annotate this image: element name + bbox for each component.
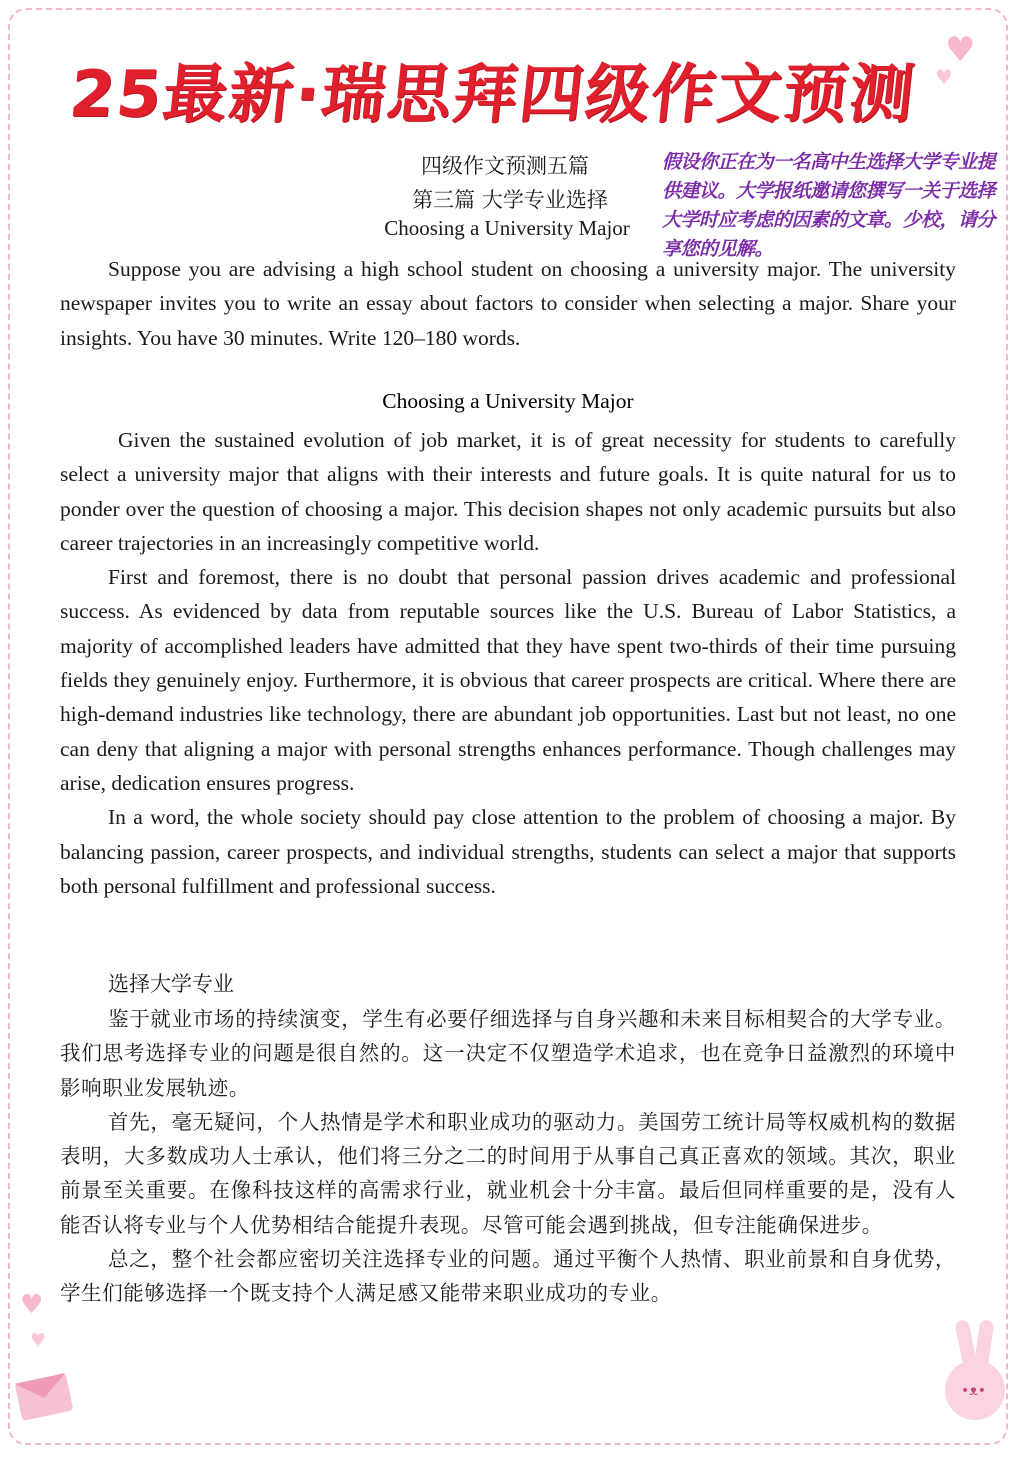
essay-paragraph-1: Given the sustained evolution of job market, it is of great necessity for students to carefully select a university major that aligns with their interests and future goals. It is quite natural for us to ponder over the question of choosing a major. This decision shapes not only academic pursuits but also career trajectories in an increasingly competitive world. [60, 428, 956, 555]
heart-icon: ♥ [20, 1290, 44, 1320]
translation-paragraph-2: 首先，毫无疑问，个人热情是学术和职业成功的驱动力。美国劳工统计局等权威机构的数据表明，大多数成功人士承认，他们将三分之二的时间用于从事自己真正喜欢的领域。其次，职业前景至关重要。在像科技这样的高需求行业，就业机会十分丰富。最后但同样重要的是，没有人能否认将专业与个人优势相结合能提升表现。尽管可能会遇到挑战，但专注能确保进步。 [60, 1109, 956, 1237]
header-line-3: Choosing a University Major [384, 216, 630, 240]
header-line-2: 第三篇 大学专业选择 [412, 188, 608, 212]
bunny-face: •ᴥ• [961, 1383, 987, 1399]
essay-body [60, 423, 956, 903]
essay-title: Choosing a University Major [382, 389, 634, 413]
translation-body [60, 1002, 956, 1311]
bunny-icon [945, 1360, 1005, 1420]
essay-paragraph-2: First and foremost, there is no doubt that personal passion drives academic and professional success. As evidenced by data from reputable sources like the U.S. Bureau of Labor Statistics, a majority of accomplished leaders have admitted that they have spent two-thirds of their time pursuing fields they genuinely enjoy. Furthermore, it is obvious that career prospects are critical. Where there are high-demand industries like technology, there are abundant job opportunities. Last but not least, no one can deny that aligning a major with personal strengths enhances performance. Though challenges may arise, dedication ensures progress. [60, 565, 956, 795]
header-line-1: 四级作文预测五篇 [421, 154, 589, 178]
translation-paragraph-3: 总之，整个社会都应密切关注选择专业的问题。通过平衡个人热情、职业前景和自身优势，学生们能够选择一个既支持个人满足感又能带来职业成功的专业。 [60, 1247, 956, 1306]
translation-title: 选择大学专业 [108, 972, 234, 996]
essay-prompt [60, 252, 956, 355]
translation-paragraph-1: 鉴于就业市场的持续演变，学生有必要仔细选择与自身兴趣和未来目标相契合的大学专业。我们思考选择专业的问题是很自然的。这一决定不仅塑造学术追求，也在竞争日益激烈的环境中影响职业发展轨迹。 [60, 1007, 956, 1100]
heart-icon: ♥ [30, 1330, 47, 1351]
banner-title: 25最新·瑞思拜四级作文预测 [66, 58, 920, 132]
handwritten-note: 假设你正在为一名高中生选择大学专业提供建议。大学报纸邀请您撰写一关于选择大学时应考虑的因素的文章。少校，请分享您的见解。 [662, 151, 996, 260]
essay-paragraph-3: In a word, the whole society should pay close attention to the problem of choosing a major. By balancing passion, career prospects, and individual strengths, students can select a major that supports both personal fulfillment and professional success. [60, 805, 956, 898]
prompt-text: Suppose you are advising a high school student on choosing a university major. The university newspaper invites you to write an essay about factors to consider when selecting a major. Share your insights. You have 30 minutes. Write 120–180 words. [60, 257, 956, 350]
heart-icon: ♥ [945, 30, 976, 70]
heart-icon: ♥ [935, 65, 953, 89]
